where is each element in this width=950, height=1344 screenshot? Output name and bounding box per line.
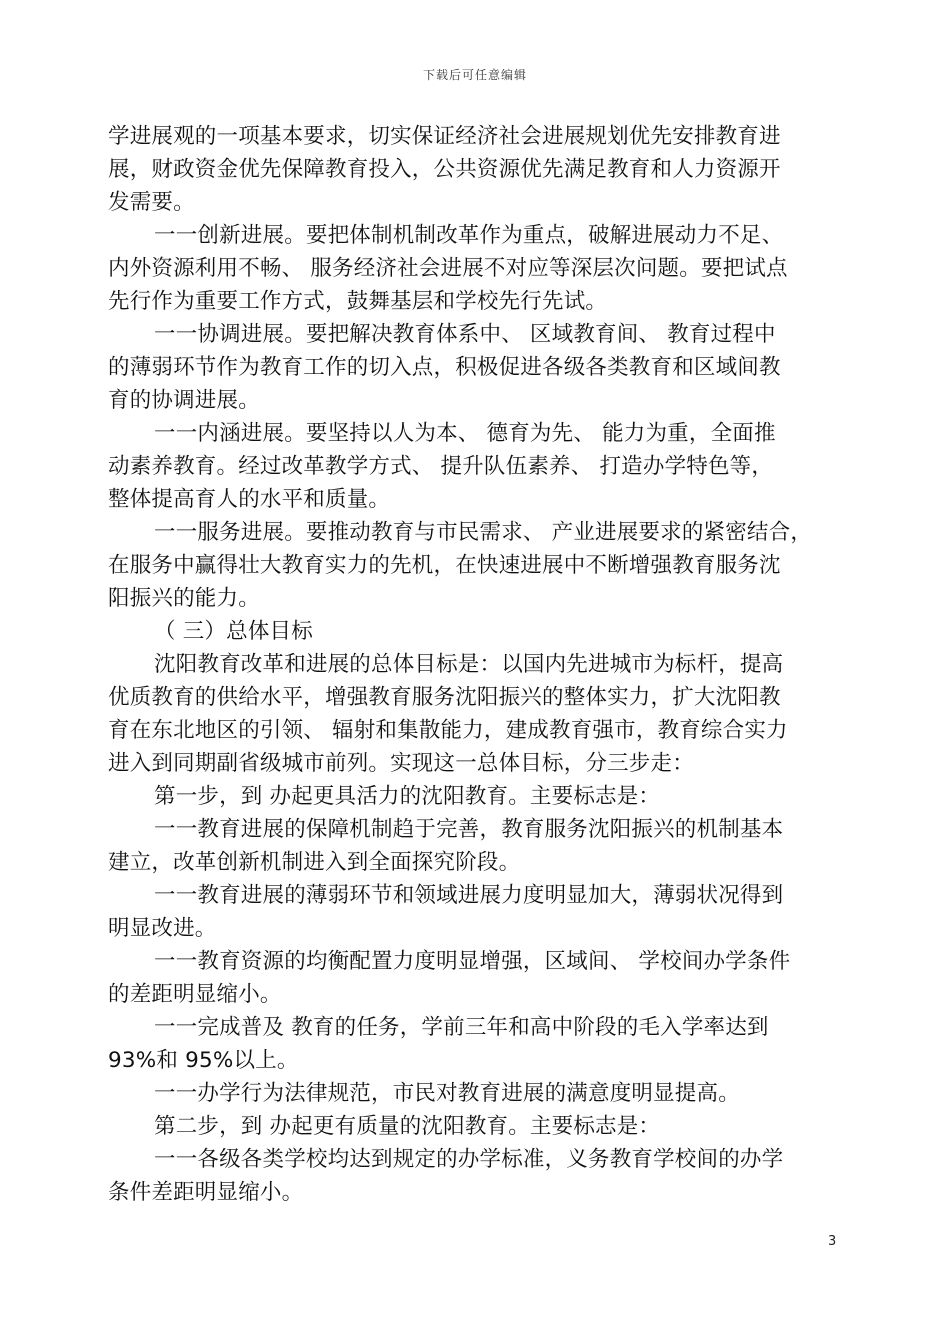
text-line: 的差距明显缩小。	[108, 982, 282, 1007]
text-line: 在服务中赢得壮大教育实力的先机，在快速进展中不断增强教育服务沈	[108, 553, 781, 578]
text-line: 一一完成普及 教育的任务，学前三年和高中阶段的毛入学率达到	[154, 1015, 769, 1040]
text-line: 一一教育进展的薄弱环节和领域进展力度明显加大，薄弱状况得到	[154, 883, 784, 908]
text-line: 发需要。	[108, 190, 195, 215]
text-line: 动素养教育。经过改革教学方式、 提升队伍素养、 打造办学特色等，	[108, 454, 774, 479]
text-line: 一一教育进展的保障机制趋于完善，教育服务沈阳振兴的机制基本	[154, 817, 784, 842]
page-number: 3	[828, 1234, 837, 1249]
text-line: 93%和 95%以上。	[108, 1048, 299, 1073]
text-line: 第二步，到 办起更有质量的沈阳教育。主要标志是：	[154, 1114, 661, 1139]
text-line: 一一服务进展。要推动教育与市民需求、 产业进展要求的紧密结合，	[154, 520, 813, 545]
text-line: 整体提高育人的水平和质量。	[108, 487, 391, 512]
text-line: 阳振兴的能力。	[108, 586, 260, 611]
document-body	[108, 120, 843, 1209]
text-line: 一一教育资源的均衡配置力度明显增强，区域间、 学校间办学条件	[154, 949, 791, 974]
text-line: 一一各级各类学校均达到规定的办学标准，义务教育学校间的办学	[154, 1147, 784, 1172]
text-line: 一一内涵进展。要坚持以人为本、 德育为先、 能力为重，全面推	[154, 421, 776, 446]
text-line: （ 三）总体目标	[154, 619, 313, 644]
text-line: 内外资源利用不畅、 服务经济社会进展不对应等深层次问题。要把试点	[108, 256, 788, 281]
text-line: 第一步，到 办起更具活力的沈阳教育。主要标志是：	[154, 784, 661, 809]
text-line: 一一创新进展。要把体制机制改革作为重点，破解进展动力不足、	[154, 223, 784, 248]
text-line: 建立，改革创新机制进入到全面探究阶段。	[108, 850, 521, 875]
text-line: 学进展观的一项基本要求，切实保证经济社会进展规划优先安排教育进	[108, 124, 781, 149]
text-line: 展，财政资金优先保障教育投入，公共资源优先满足教育和人力资源开	[108, 157, 781, 182]
text-line: 进入到同期副省级城市前列。实现这一总体目标，分三步走：	[108, 751, 694, 776]
text-line: 先行作为重要工作方式，鼓舞基层和学校先行先试。	[108, 289, 608, 314]
text-line: 沈阳教育改革和进展的总体目标是：以国内先进城市为标杆，提高	[154, 652, 784, 677]
page-header: 下载后可任意编辑	[422, 68, 527, 82]
text-line: 优质教育的供给水平，增强教育服务沈阳振兴的整体实力，扩大沈阳教	[108, 685, 781, 710]
text-line: 育在东北地区的引领、 辐射和集散能力，建成教育强市，教育综合实力	[108, 718, 788, 743]
text-line: 育的协调进展。	[108, 388, 260, 413]
text-line: 明显改进。	[108, 916, 217, 941]
text-line: 条件差距明显缩小。	[108, 1180, 304, 1205]
text-line: 一一办学行为法律规范，市民对教育进展的满意度明显提高。	[154, 1081, 740, 1106]
text-line: 一一协调进展。要把解决教育体系中、 区域教育间、 教育过程中	[154, 322, 776, 347]
text-line: 的薄弱环节作为教育工作的切入点，积极促进各级各类教育和区域间教	[108, 355, 781, 380]
